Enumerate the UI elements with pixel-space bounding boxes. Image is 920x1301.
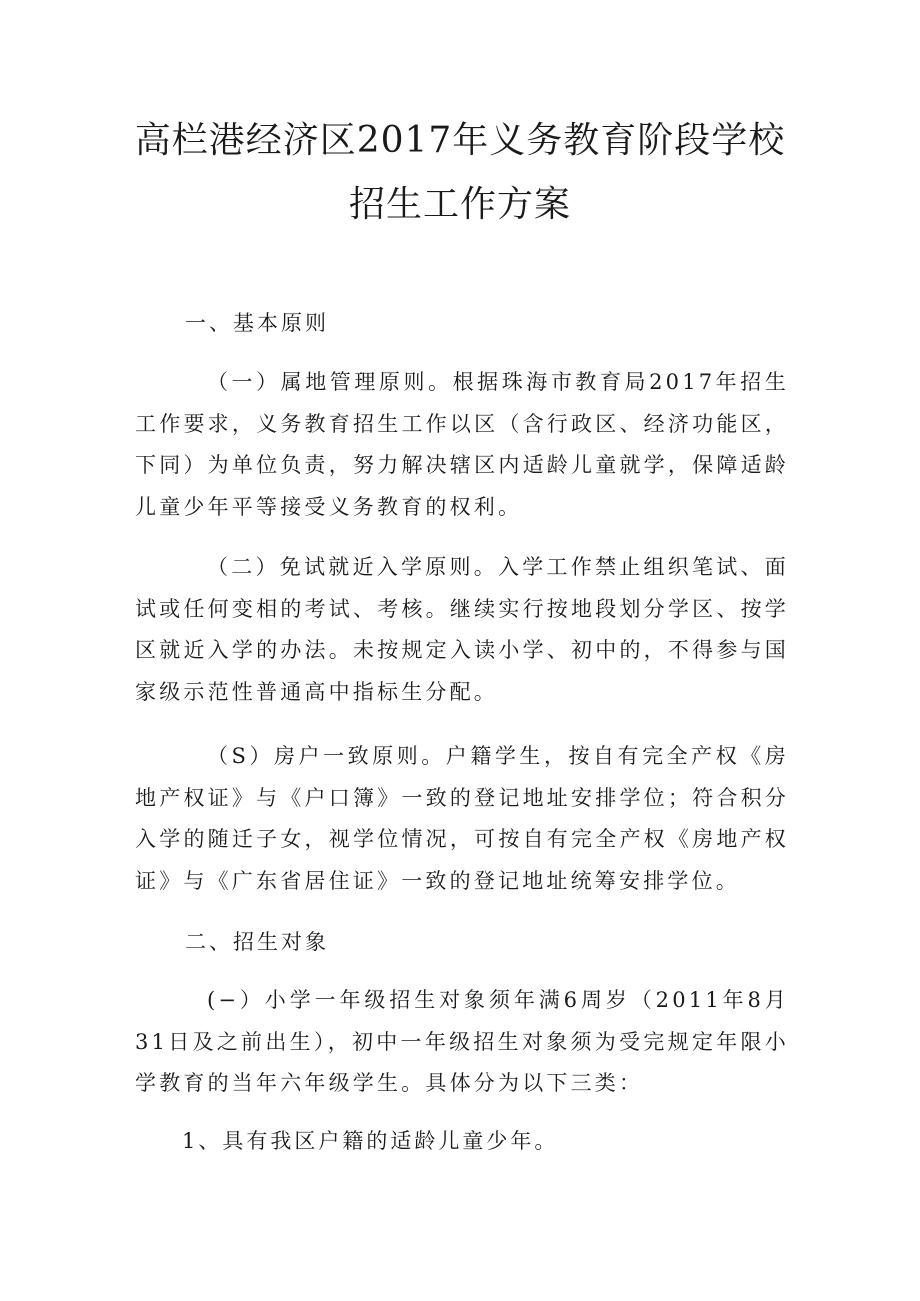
- paragraph-house-household-consistency: （S）房户一致原则。户籍学生，按自有完全产权《房地产权证》与《户口簿》一致的登记地址安排学位；符合积分入学的随迁子女，视学位情况，可按自有完全产权《房地产权证》与《广东省居住证》一致的登记地址统筹安排学位。: [135, 744, 789, 893]
- document-title-line-2: 招生工作方案: [348, 184, 571, 225]
- section-heading-basic-principles: 一、基本原则: [185, 311, 329, 335]
- document-title-line-1: 高栏港经济区2017年义务教育阶段学校: [134, 120, 786, 161]
- section-heading-enrollment-targets: 二、招生对象: [185, 930, 329, 954]
- paragraph-first-grade-targets: (−）小学一年级招生对象须年满6周岁（2011年8月31日及之前出生），初中一年级招生对象须为受完规定年限小学教育的当年六年级学生。具体分为以下三类：: [135, 988, 789, 1095]
- paragraph-exam-free-nearby-enrollment: （二）免试就近入学原则。入学工作禁止组织笔试、面试或任何变相的考试、考核。继续实行按地段划分学区、按学区就近入学的办法。未按规定入读小学、初中的，不得参与国家级示范性普通高中指标生分配。: [135, 555, 789, 704]
- paragraph-territorial-management: （一）属地管理原则。根据珠海市教育局2017年招生工作要求，义务教育招生工作以区（含行政区、经济功能区，下同）为单位负责，努力解决辖区内适龄儿童就学，保障适龄儿童少年平等接受义务教育的权利。: [135, 370, 789, 519]
- list-item-local-household: 1、具有我区户籍的适龄儿童少年。: [182, 1129, 559, 1153]
